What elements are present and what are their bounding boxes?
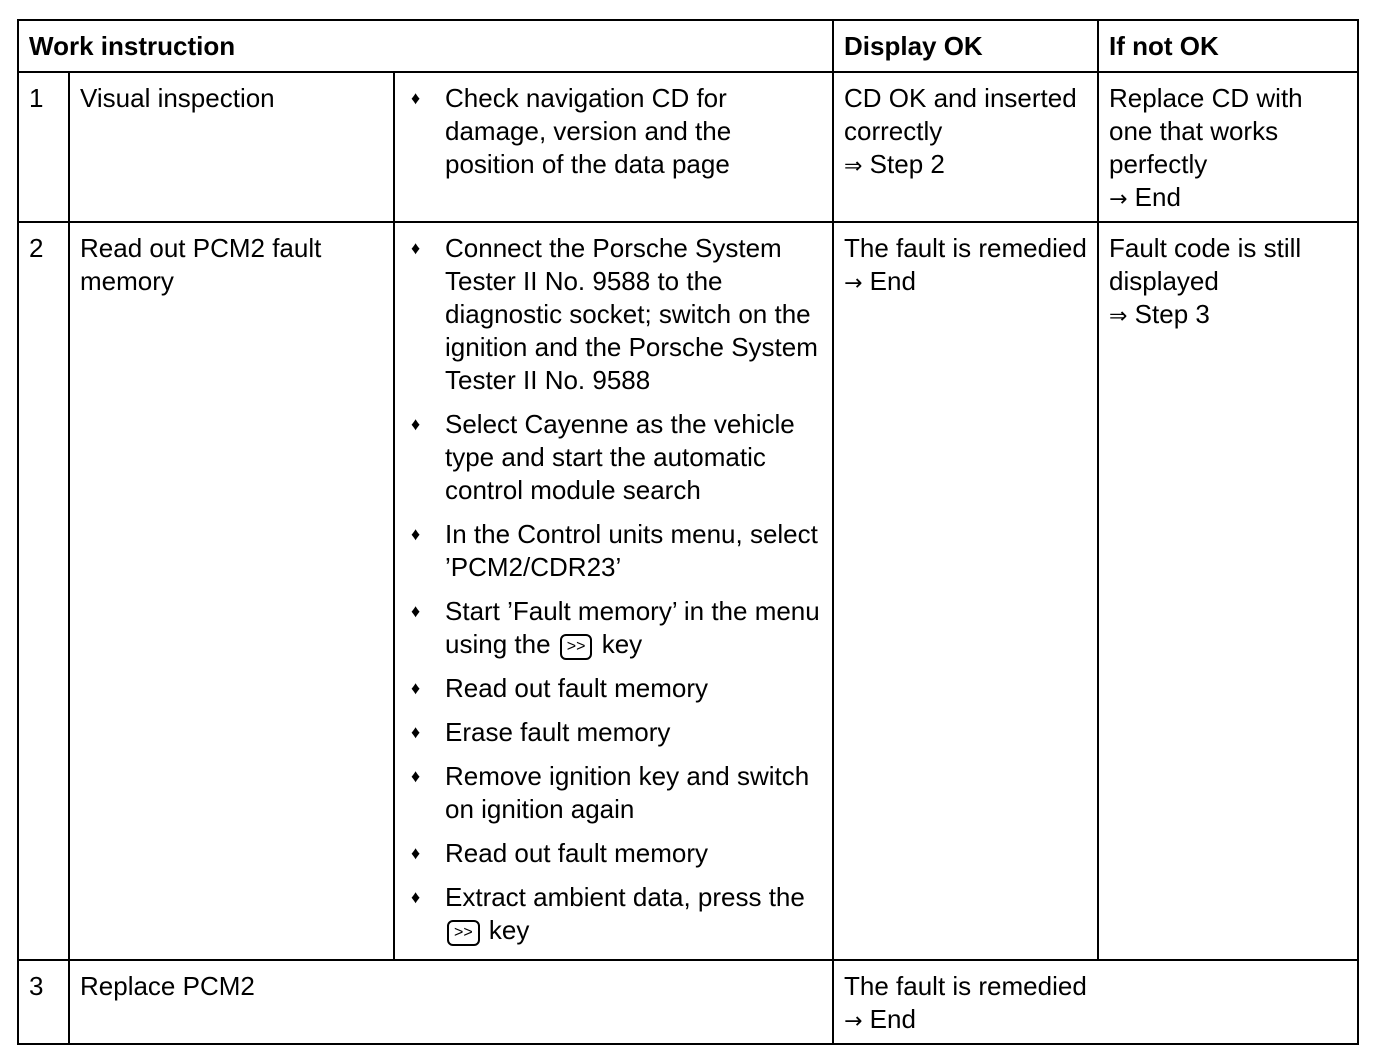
work-instruction-table (17, 19, 1359, 1045)
instruction-text-suffix: key (488, 915, 530, 945)
instruction-cell (394, 72, 833, 222)
header-display-ok: Display OK (833, 20, 1098, 72)
next-step-label: Step 2 (869, 149, 945, 179)
diamond-bullet-icon: ♦ (411, 601, 421, 621)
list-item (405, 716, 822, 749)
step-title: Visual inspection (69, 72, 394, 222)
step-number: 2 (18, 222, 69, 960)
step-title: Read out PCM2 fault memory (69, 222, 394, 960)
next-step-label: End (869, 266, 916, 296)
instruction-text: Select Cayenne as the vehicle type and start the automatic control module search (445, 409, 795, 505)
diamond-bullet-icon: ♦ (411, 414, 421, 434)
double-arrow-icon: ⇒ (1109, 304, 1128, 329)
diamond-bullet-icon: ♦ (411, 843, 421, 863)
display-ok-text: CD OK and inserted correctly (844, 83, 1077, 146)
list-item (405, 672, 822, 705)
step-number: 1 (18, 72, 69, 222)
display-ok-cell (833, 72, 1098, 222)
diamond-bullet-icon: ♦ (411, 524, 421, 544)
if-not-ok-next (1109, 298, 1347, 333)
if-not-ok-cell (1098, 222, 1358, 960)
diamond-bullet-icon: ♦ (411, 887, 421, 907)
right-arrow-icon: → (844, 271, 863, 296)
display-ok-next (844, 265, 1087, 300)
display-ok-cell (833, 960, 1358, 1044)
forward-key-icon: >> (447, 920, 480, 946)
table-row (18, 960, 1358, 1044)
list-item (405, 595, 822, 661)
diamond-bullet-icon: ♦ (411, 238, 421, 258)
instruction-text: Remove ignition key and switch on ignition again (445, 761, 810, 824)
header-row (18, 20, 1358, 72)
instruction-text: Read out fault memory (445, 673, 709, 703)
diamond-bullet-icon: ♦ (411, 766, 421, 786)
list-item (405, 518, 822, 584)
list-item (405, 837, 822, 870)
table-row (18, 72, 1358, 222)
instruction-cell (394, 222, 833, 960)
instruction-text: Start ’Fault memory’ in the menu using the (445, 596, 820, 659)
if-not-ok-text: Fault code is still displayed (1109, 233, 1302, 296)
instruction-text: Check navigation CD for damage, version and the position of the data page (445, 83, 732, 179)
table-row (18, 222, 1358, 960)
list-item (405, 82, 822, 181)
next-step-label: End (869, 1004, 916, 1034)
instruction-text: Read out fault memory (445, 838, 709, 868)
list-item (405, 760, 822, 826)
display-ok-next (844, 148, 1087, 183)
step-title: Replace PCM2 (69, 960, 833, 1044)
display-ok-cell (833, 222, 1098, 960)
list-item (405, 408, 822, 507)
header-work-instruction: Work instruction (18, 20, 833, 72)
diamond-bullet-icon: ♦ (411, 678, 421, 698)
forward-key-icon: >> (560, 634, 593, 660)
instruction-text: In the Control units menu, select ’PCM2/CDR23’ (445, 519, 818, 582)
next-step-label: End (1134, 182, 1181, 212)
instruction-list (405, 82, 822, 181)
display-ok-text: The fault is remedied (844, 233, 1087, 263)
step-number: 3 (18, 960, 69, 1044)
next-step-label: Step 3 (1134, 299, 1210, 329)
double-arrow-icon: ⇒ (844, 154, 863, 179)
diamond-bullet-icon: ♦ (411, 88, 421, 108)
if-not-ok-next (1109, 181, 1347, 216)
if-not-ok-text: Replace CD with one that works perfectly (1109, 83, 1303, 179)
display-ok-next (844, 1003, 1347, 1038)
diamond-bullet-icon: ♦ (411, 722, 421, 742)
list-item (405, 881, 822, 947)
right-arrow-icon: → (844, 1009, 863, 1034)
instruction-list (405, 232, 822, 947)
instruction-text: Extract ambient data, press the (445, 882, 805, 912)
instruction-text: Connect the Porsche System Tester II No. 9588 to the diagnostic socket; switch on the ignition and the Porsche System Tester II No. 9588 (445, 233, 818, 395)
instruction-text: Erase fault memory (445, 717, 671, 747)
instruction-text-suffix: key (601, 629, 643, 659)
display-ok-text: The fault is remedied (844, 971, 1087, 1001)
list-item (405, 232, 822, 397)
right-arrow-icon: → (1109, 187, 1128, 212)
if-not-ok-cell (1098, 72, 1358, 222)
header-if-not-ok: If not OK (1098, 20, 1358, 72)
